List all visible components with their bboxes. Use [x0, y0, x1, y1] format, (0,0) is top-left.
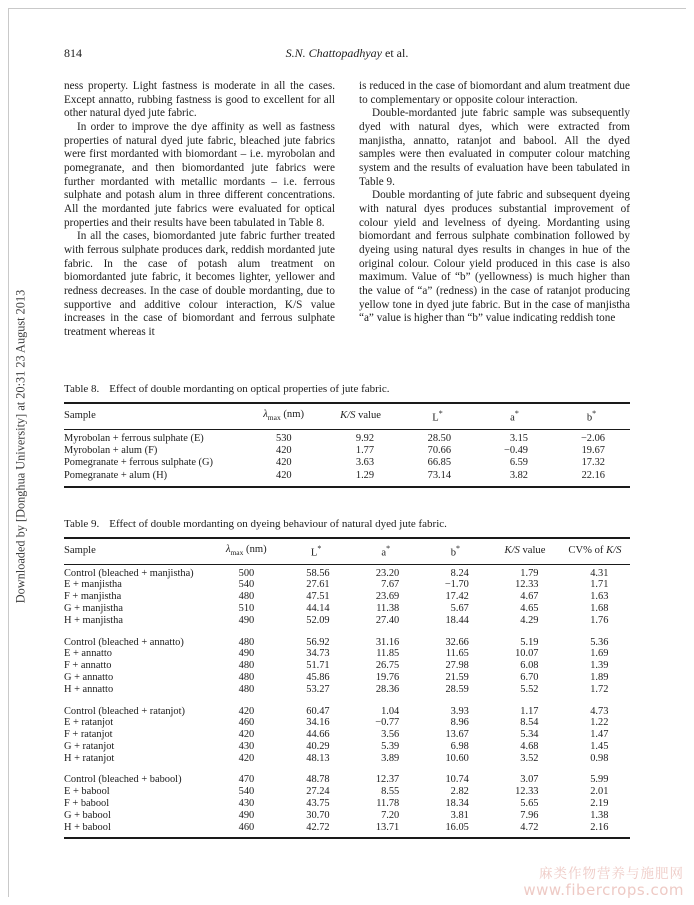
sample-cell: E + babool: [64, 786, 110, 798]
value-cell: 470: [238, 774, 255, 786]
table-row: [64, 706, 630, 718]
value-cell: 34.73: [306, 648, 330, 660]
column-header-ks-value: K/S value: [322, 405, 399, 429]
value-cell: 12.37: [375, 774, 400, 786]
value-cell: 60.47: [306, 705, 330, 717]
value-cell: 3.82: [509, 469, 528, 481]
value-cell: 480: [238, 591, 255, 603]
sample-cell: G + manjistha: [64, 602, 123, 614]
value-cell: 6.59: [509, 457, 528, 469]
value-cell: 1.79: [520, 567, 539, 579]
value-cell: 460: [238, 821, 255, 833]
value-cell: 480: [238, 636, 255, 648]
paragraph: Double-mordanted jute fabric sample was subsequently dyed with natural dyes, which were extracted from manjistha, annatto, ratanjot and babool. All the dyed samples were then evaluated in computer colour matching system and the results of evaluation have been tabulated in Table 9.: [359, 107, 630, 188]
value-cell: 5.39: [381, 740, 400, 752]
value-cell: 53.27: [306, 683, 330, 695]
value-cell: 2.16: [590, 821, 609, 833]
value-cell: 27.24: [306, 786, 330, 798]
value-cell: 5.19: [520, 636, 539, 648]
value-cell: 4.72: [520, 821, 539, 833]
table-group-spacer: [64, 627, 630, 637]
value-cell: 430: [238, 798, 255, 810]
table-group-spacer: [64, 764, 630, 774]
value-cell: 5.34: [520, 729, 539, 741]
sample-cell: Pomegranate + ferrous sulphate (G): [64, 457, 213, 469]
value-cell: 420: [276, 444, 292, 456]
table-row: [64, 637, 630, 649]
value-cell: 7.96: [520, 809, 539, 821]
table-8-header: [64, 405, 630, 429]
value-cell: 3.15: [509, 432, 528, 444]
table-8-body: [64, 429, 630, 482]
table-caption-text: Effect of double mordanting on dyeing behaviour of natural dyed jute fabric.: [109, 518, 447, 530]
value-cell: 23.20: [375, 567, 400, 579]
sample-cell: E + manjistha: [64, 579, 122, 591]
value-cell: 1.38: [590, 809, 609, 821]
value-cell: 3.07: [520, 774, 539, 786]
value-cell: 0.98: [590, 752, 609, 764]
authors-name: S.N. Chattopadhyay: [285, 46, 382, 60]
value-cell: 420: [238, 705, 255, 717]
value-cell: 1.71: [590, 579, 609, 591]
value-cell: 1.89: [590, 671, 609, 683]
value-cell: 5.52: [520, 683, 539, 695]
value-cell: 28.59: [445, 683, 469, 695]
table-9: [64, 537, 630, 839]
value-cell: 5.36: [590, 636, 609, 648]
value-cell: 12.33: [515, 579, 539, 591]
column-header-lambda-max: $\lambda_{max}$ (nm): [245, 405, 322, 429]
value-cell: 5.65: [520, 798, 539, 810]
paragraph: Double mordanting of jute fabric and subsequent dyeing with natural dyes produces substantial improvement of colour yield and levelness of dyeing. Mordanting using biomordant and ferrous sulphate combination followed by dyeing using natural dyes results in changes in hue of the original colour. Colour yield produced in this case is also maximum. Value of “b” (yellowness) is much higher than the value of “a” (redness) in the case of ratanjot producing yellow tone in dyed jute fabric. But in the case of manjistha “a” value is higher than “b” value indicating reddish tone: [359, 189, 630, 325]
value-cell: 58.56: [306, 567, 330, 579]
value-cell: 52.09: [306, 614, 330, 626]
value-cell: 4.65: [520, 602, 539, 614]
value-cell: 44.14: [306, 602, 330, 614]
value-cell: 10.60: [445, 752, 469, 764]
column-header-a: a*: [476, 405, 553, 429]
scan-border-top: [8, 8, 686, 9]
value-cell: 6.70: [520, 671, 539, 683]
value-cell: 1.47: [590, 729, 609, 741]
value-cell: 1.39: [590, 660, 609, 672]
table-row: [64, 672, 630, 684]
table-row: [64, 729, 630, 741]
value-cell: 500: [238, 567, 255, 579]
table-caption-text: Effect of double mordanting on optical properties of jute fabric.: [109, 383, 390, 395]
value-cell: −0.77: [375, 717, 400, 729]
sample-cell: H + babool: [64, 821, 111, 833]
value-cell: 43.75: [306, 798, 330, 810]
table-row: [64, 660, 630, 672]
value-cell: 56.92: [306, 636, 330, 648]
table-row: [64, 684, 630, 696]
table-row: [64, 822, 630, 834]
value-cell: 490: [238, 648, 255, 660]
value-cell: 17.32: [581, 457, 605, 469]
table-row: [64, 798, 630, 810]
value-cell: 42.72: [306, 821, 330, 833]
value-cell: 11.65: [445, 648, 469, 660]
table-row: [64, 429, 630, 445]
value-cell: 3.93: [450, 705, 469, 717]
value-cell: 540: [238, 786, 255, 798]
value-cell: 8.55: [381, 786, 400, 798]
table-row: [64, 579, 630, 591]
value-cell: 3.63: [355, 457, 375, 469]
table-caption-label: Table 9.: [64, 518, 100, 530]
value-cell: 18.34: [445, 798, 469, 810]
sample-cell: Control (bleached + ratanjot): [64, 705, 185, 717]
sample-cell: Control (bleached + annatto): [64, 636, 184, 648]
table-row: [64, 717, 630, 729]
value-cell: 3.52: [520, 752, 539, 764]
sample-cell: F + ratanjot: [64, 729, 113, 741]
value-cell: 51.71: [306, 660, 330, 672]
value-cell: 27.61: [306, 579, 330, 591]
sample-cell: E + ratanjot: [64, 717, 114, 729]
table-row: [64, 603, 630, 615]
table-row: [64, 786, 630, 798]
value-cell: 44.66: [306, 729, 330, 741]
value-cell: 1.69: [590, 648, 609, 660]
value-cell: 540: [238, 579, 255, 591]
value-cell: 31.16: [375, 636, 400, 648]
table-row: [64, 810, 630, 822]
value-cell: 8.54: [520, 717, 539, 729]
column-header-L: L*: [281, 540, 351, 564]
value-cell: 4.67: [520, 591, 539, 603]
value-cell: 490: [238, 809, 255, 821]
value-cell: 460: [238, 717, 255, 729]
value-cell: 19.67: [581, 444, 605, 456]
value-cell: −0.49: [503, 444, 528, 456]
right-column: [359, 80, 630, 339]
value-cell: 7.20: [381, 809, 400, 821]
value-cell: 21.59: [445, 671, 469, 683]
value-cell: 4.68: [520, 740, 539, 752]
value-cell: 12.33: [515, 786, 539, 798]
sample-cell: H + annatto: [64, 683, 114, 695]
value-cell: 5.99: [590, 774, 609, 786]
sample-cell: Myrobolan + alum (F): [64, 444, 158, 456]
sample-cell: F + manjistha: [64, 591, 122, 603]
value-cell: 28.36: [375, 683, 400, 695]
table-row: [64, 457, 630, 469]
left-column: [64, 80, 335, 339]
value-cell: 1.76: [590, 614, 609, 626]
value-cell: 6.98: [450, 740, 469, 752]
value-cell: 4.73: [590, 705, 609, 717]
sample-cell: H + manjistha: [64, 614, 123, 626]
value-cell: 2.82: [450, 786, 469, 798]
value-cell: 1.72: [590, 683, 609, 695]
scan-border-left: [8, 8, 9, 897]
value-cell: 23.69: [375, 591, 400, 603]
sample-cell: G + babool: [64, 809, 111, 821]
value-cell: 480: [238, 671, 255, 683]
value-cell: 480: [238, 683, 255, 695]
value-cell: 8.24: [450, 567, 469, 579]
table-row: [64, 470, 630, 482]
value-cell: 2.01: [590, 786, 609, 798]
value-cell: 1.22: [590, 717, 609, 729]
column-header-a: a*: [351, 540, 421, 564]
column-header-lambda-max: $\lambda_{max}$ (nm): [211, 540, 281, 564]
value-cell: −1.70: [444, 579, 469, 591]
body-text: [64, 80, 630, 339]
sample-cell: Myrobolan + ferrous sulphate (E): [64, 432, 204, 444]
value-cell: 9.92: [355, 432, 375, 444]
value-cell: 11.85: [376, 648, 400, 660]
value-cell: 6.08: [520, 660, 539, 672]
value-cell: 13.71: [375, 821, 400, 833]
column-header-b: b*: [553, 405, 630, 429]
value-cell: 1.29: [355, 469, 375, 481]
value-cell: 27.98: [445, 660, 469, 672]
table-group-spacer: [64, 696, 630, 706]
table-9-header: [64, 540, 630, 564]
value-cell: 34.16: [306, 717, 330, 729]
value-cell: 47.51: [306, 591, 330, 603]
paragraph: is reduced in the case of biomordant and alum treatment due to complementary or opposite colour interaction.: [359, 80, 630, 106]
sample-cell: E + annatto: [64, 648, 112, 660]
watermark-chinese-text: 麻类作物营养与施肥网: [539, 866, 684, 883]
table-row: [64, 615, 630, 627]
value-cell: 18.44: [445, 614, 469, 626]
value-cell: 32.66: [445, 636, 469, 648]
sample-cell: F + annatto: [64, 660, 112, 672]
download-stamp: Downloaded by [Donghua University] at 20:31 23 August 2013: [13, 289, 28, 604]
value-cell: 10.74: [445, 774, 469, 786]
table-row: [64, 648, 630, 660]
paragraph: In all the cases, biomordanted jute fabric further treated with ferrous sulphate produces dark, reddish mordanted jute fabric. In the case of potash alum treatment on biomordanted jute fabric, it becomes lighter, yellower and redness decreases. In the case of double mordanting, due to supportive and additive colour interaction, K/S value increases in the case of biomordant and ferrous sulphate treatment whereas it: [64, 230, 335, 338]
value-cell: 420: [238, 729, 255, 741]
value-cell: 28.50: [427, 432, 452, 444]
table-8-caption: [64, 383, 630, 396]
table-8-block: [64, 383, 630, 488]
column-header-cv-ks: CV% of K/S: [560, 540, 630, 564]
value-cell: 1.68: [590, 602, 609, 614]
value-cell: 73.14: [427, 469, 452, 481]
value-cell: 11.78: [376, 798, 400, 810]
paragraph: In order to improve the dye affinity as well as fastness properties of natural dyed jute fabric, bleached jute fabrics were first mordanted with biomordant – i.e. myrobolan and pomegranate, and then biomordanted jute fabrics were further mordanted with metallic mordants – i.e. ferrous sulphate and potash alum in three different concentrations. All the mordanted jute fabrics were evaluated for optical properties and their results have been tabulated in Table 8.: [64, 120, 335, 229]
value-cell: 420: [238, 752, 255, 764]
column-header-ks-value: K/S value: [490, 540, 560, 564]
value-cell: 13.67: [445, 729, 469, 741]
table-9-body: [64, 564, 630, 833]
value-cell: 40.29: [306, 740, 330, 752]
page-number: 814: [64, 46, 82, 60]
column-header-sample: Sample: [64, 405, 245, 429]
sample-cell: Pomegranate + alum (H): [64, 469, 168, 481]
value-cell: 420: [276, 457, 292, 469]
value-cell: 3.56: [381, 729, 400, 741]
value-cell: 4.31: [590, 567, 609, 579]
value-cell: 16.05: [445, 821, 469, 833]
table-row: [64, 564, 630, 579]
value-cell: 5.67: [450, 602, 469, 614]
value-cell: 3.89: [381, 752, 400, 764]
value-cell: 48.13: [306, 752, 330, 764]
table-row: [64, 753, 630, 765]
sample-cell: Control (bleached + manjistha): [64, 567, 194, 579]
value-cell: 430: [238, 740, 255, 752]
value-cell: 30.70: [306, 809, 330, 821]
watermark: [523, 867, 684, 899]
value-cell: 26.75: [375, 660, 400, 672]
value-cell: 3.81: [450, 809, 469, 821]
sample-cell: H + ratanjot: [64, 752, 115, 764]
value-cell: 4.29: [520, 614, 539, 626]
value-cell: 48.78: [306, 774, 330, 786]
value-cell: 510: [238, 602, 255, 614]
authors-etal: et al.: [385, 46, 409, 60]
sample-cell: G + annatto: [64, 671, 114, 683]
value-cell: 1.63: [590, 591, 609, 603]
table-8: [64, 402, 630, 488]
value-cell: 490: [238, 614, 255, 626]
value-cell: 530: [276, 432, 292, 444]
sample-cell: G + ratanjot: [64, 740, 115, 752]
table-row: [64, 774, 630, 786]
value-cell: 17.42: [445, 591, 469, 603]
value-cell: 19.76: [375, 671, 400, 683]
value-cell: 1.04: [381, 705, 400, 717]
value-cell: 8.96: [450, 717, 469, 729]
table-row: [64, 591, 630, 603]
table-caption-label: Table 8.: [64, 383, 100, 395]
table-9-block: [64, 518, 630, 839]
value-cell: 27.40: [375, 614, 400, 626]
value-cell: 420: [276, 469, 292, 481]
value-cell: 1.45: [590, 740, 609, 752]
table-row: [64, 445, 630, 457]
column-header-L: L*: [399, 405, 476, 429]
value-cell: 1.17: [520, 705, 539, 717]
running-head: [64, 46, 630, 62]
paragraph: ness property. Light fastness is moderate in all the cases. Except annatto, rubbing fastness is good to excellent for all other natural dyed jute fabric.: [64, 80, 335, 120]
value-cell: 22.16: [581, 469, 605, 481]
value-cell: −2.06: [580, 432, 605, 444]
value-cell: 45.86: [306, 671, 330, 683]
sample-cell: F + babool: [64, 798, 110, 810]
table-row: [64, 741, 630, 753]
value-cell: 2.19: [590, 798, 609, 810]
watermark-url: www.fibercrops.com: [523, 881, 684, 900]
column-header-b: b*: [421, 540, 491, 564]
value-cell: 7.67: [381, 579, 400, 591]
table-9-caption: [64, 518, 630, 531]
value-cell: 1.77: [355, 444, 375, 456]
running-head-authors: [64, 46, 630, 61]
column-header-sample: Sample: [64, 540, 211, 564]
value-cell: 11.38: [376, 602, 400, 614]
value-cell: 66.85: [427, 457, 452, 469]
value-cell: 70.66: [427, 444, 452, 456]
value-cell: 10.07: [515, 648, 539, 660]
sample-cell: Control (bleached + babool): [64, 774, 182, 786]
value-cell: 480: [238, 660, 255, 672]
